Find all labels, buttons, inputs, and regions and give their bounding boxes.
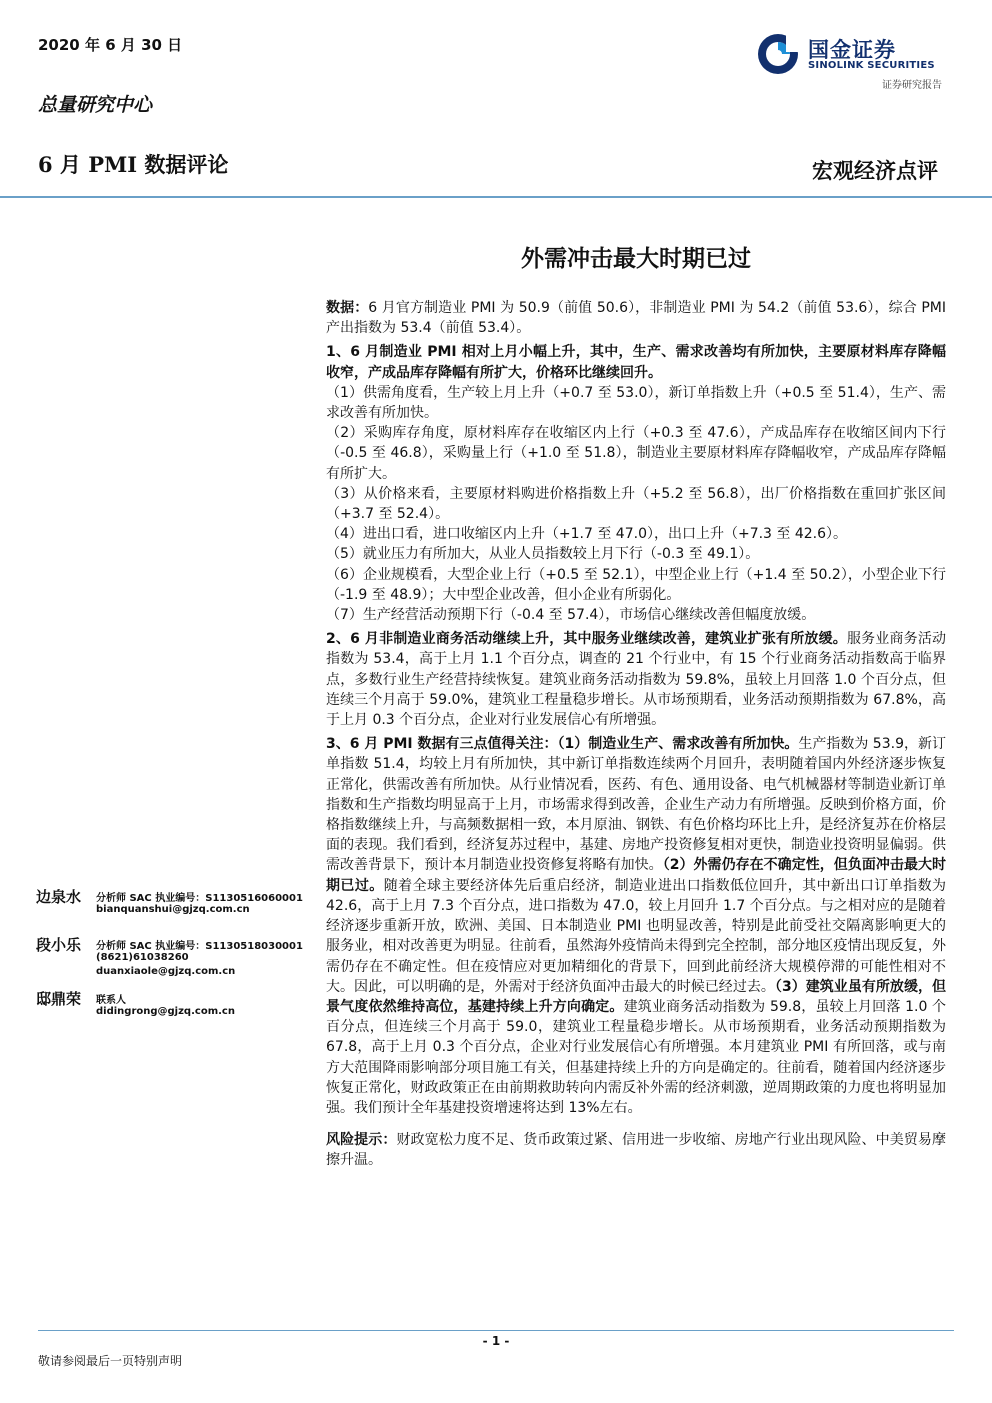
footer-divider xyxy=(38,1330,954,1331)
section-3-point-3-heading: （3）建筑业虽有所放缓，但景气度依然维持高位，基建持续上升方向确定。 xyxy=(326,978,947,1015)
page-number: - 1 - xyxy=(482,1334,510,1348)
report-title: 外需冲击最大时期已过 xyxy=(521,245,751,272)
analyst-name: 段小乐 xyxy=(36,936,82,954)
analyst-panel xyxy=(36,886,316,1036)
section-1-item: （6）企业规模看，大型企业上行（+0.5 至 52.1），中型企业上行（+1.4 至 50.2），小型企业下行（-1.9 至 48.9）；大中型企业改善，但小企业有所弱化。 xyxy=(326,566,946,603)
section-3-point-1-heading: （1）制造业生产、需求改善有所加快。 xyxy=(557,736,799,753)
analyst-email[interactable]: didingrong@gjzq.com.cn xyxy=(96,1006,235,1017)
footer-disclaimer: 敬请参阅最后一页特别声明 xyxy=(38,1354,183,1368)
section-3-point-2-text: 随着全球主要经济体先后重启经济，制造业进出口指数低位回升，其中新出口订单指数为 42.6，高于上月 7.3 个百分点，进口指数为 47.0，较上月回升 1.7 个百分点。与之相对应的是随着经济逐步重新开放，欧洲、美国、日本制造业 PMI 也明显改善，特别是此前受社交隔离影响更大的服务业，相对改善更为明显。往前看，虽然海外疫情尚未得到完全控制，部分地区疫情出现反复，外需仍存在不确定性。但在疫情应对更加精细化的背景下，回到此前经济大规模停滞的可能性相对不大。因此，可以明确的是，外需对于经济负面冲击最大的时候已经过去。 xyxy=(326,877,947,995)
analyst-email[interactable]: bianquanshui@gjzq.com.cn xyxy=(96,904,250,915)
analyst-role: 分析师 SAC 执业编号：S1130516060001 xyxy=(96,893,303,904)
section-3-point-3-text: 建筑业商务活动指数为 59.8，虽较上月回落 1.0 个百分点，但连续三个月高于 59.0，建筑业工程量稳步增长。从市场预期看，业务活动预期指数为 67.8，高于上月 0.3 个百分点，企业对行业发展信心有所增强。本月建筑业 PMI 有所回落，或与南方大范围降雨影响部分项目施工有关，但基建持续上升的方向是确定的。往前看，随着国内经济逐步恢复正常化，财政政策正在由前期救助转向内需反补外需的经济刺激，逆周期政策的力度也将明显加强。我们预计全年基建投资增速将达到 13%左右。 xyxy=(326,998,946,1116)
logo-chinese-name: 国金证券 xyxy=(808,38,896,62)
data-label: 数据： xyxy=(326,300,369,316)
section-3-heading: 3、6 月 PMI 数据有三点值得关注： xyxy=(326,736,558,753)
analyst-role: 分析师 SAC 执业编号：S1130518030001 xyxy=(96,941,303,952)
report-date: 2020 年 6 月 30 日 xyxy=(38,36,183,54)
risk-label: 风险提示： xyxy=(326,1132,397,1149)
analyst-name: 邸鼎荣 xyxy=(36,990,82,1008)
analyst-phone: (8621)61038260 xyxy=(96,952,189,963)
data-text: 6 月官方制造业 PMI 为 50.9（前值 50.6），非制造业 PMI 为 54.2（前值 53.6），综合 PMI 产出指数为 53.4（前值 53.4）。 xyxy=(326,300,947,337)
analyst-name: 边泉水 xyxy=(36,888,82,906)
analyst-role: 联系人 xyxy=(96,995,126,1006)
logo-subtitle: 证券研究报告 xyxy=(882,80,942,91)
report-category: 宏观经济点评 xyxy=(812,158,938,183)
header-divider xyxy=(0,196,992,198)
company-logo xyxy=(756,30,946,90)
logo-english-name: SINOLINK SECURITIES xyxy=(808,60,935,71)
analyst-email[interactable]: duanxiaole@gjzq.com.cn xyxy=(96,966,236,977)
section-1-item: （1）供需角度看，生产较上月上升（+0.7 至 53.0），新订单指数上升（+0.5 至 51.4），生产、需求改善有所加快。 xyxy=(326,384,946,422)
analyst-entry xyxy=(36,988,316,1036)
section-1-item: （2）采购库存角度，原材料库存在收缩区内上行（+0.3 至 47.6），产成品库存在收缩区间内下行（-0.5 至 46.8），采购量上行（+1.0 至 51.8），制造业主要原材料库存降幅收窄，产成品库存降幅有所扩大。 xyxy=(326,425,946,482)
section-3-point-1-text: 生产指数为 53.9，新订单指数 51.4，均较上月有所加快，其中新订单指数连续两个月回升，表明随着国内外经济逐步恢复正常化，供需改善有所加快。从行业情况看，医药、有色、通用设备、电气机械器材等制造业新订单指数和生产指数均明显高于上月，市场需求得到改善，企业生产动力有所增强。反映到价格方面，价格指数继续上升，与高频数据相一致，本月原油、钢铁、有色价格均环比上升，是经济复苏在价格层面的表现。我们看到，经济复苏过程中，基建、房地产投资修复相对更快，制造业投资明显偏弱。供需改善背景下，预计本月制造业投资修复将略有加快。 xyxy=(326,736,946,874)
section-3-point-2-heading: （2）外需仍存在不确定性，但负面冲击最大时期已过。 xyxy=(326,857,946,894)
section-2-paragraph xyxy=(326,629,946,730)
analyst-entry xyxy=(36,886,316,934)
section-1-item: （7）生产经营活动预期下行（-0.4 至 57.4），市场信心继续改善但幅度放缓。 xyxy=(326,607,816,624)
section-1-heading: 1、6 月制造业 PMI 相对上月小幅上升，其中，生产、需求改善均有所加快，主要原材料库存降幅收窄，产成品库存降幅有所扩大，价格环比继续回升。 xyxy=(326,344,946,381)
risk-text: 财政宽松力度不足、货币政策过紧、信用进一步收缩、房地产行业出现风险、中美贸易摩擦升温。 xyxy=(326,1132,947,1169)
section-1-item: （3）从价格来看，主要原材料购进价格指数上升（+5.2 至 56.8），出厂价格指数在重回扩张区间（+3.7 至 52.4）。 xyxy=(326,485,946,523)
section-2-text: 服务业商务活动指数为 53.4，高于上月 1.1 个百分点，调查的 21 个行业中，有 15 个行业商务活动指数高于临界点，多数行业生产经营持续恢复。建筑业商务活动指数为 59.8%，虽较上月回落 1.0 个百分点，但连续三个月高于 59.0%，建筑业工程量稳步增长。从市场预期看，业务活动预期指数为 67.8%，高于上月 0.3 个百分点，企业对行业发展信心有所增强。 xyxy=(326,631,947,729)
section-1-item: （5）就业压力有所加大，从业人员指数较上月下行（-0.3 至 49.1）。 xyxy=(326,546,760,563)
report-subject: 6 月 PMI 数据评论 xyxy=(38,152,229,177)
section-1-item: （4）进出口看，进口收缩区内上升（+1.7 至 47.0），出口上升（+7.3 至 42.6）。 xyxy=(326,526,848,543)
sinolink-logo-icon xyxy=(756,32,800,76)
data-paragraph xyxy=(326,298,946,338)
section-2-heading: 2、6 月非制造业商务活动继续上升，其中服务业继续改善，建筑业扩张有所放缓。 xyxy=(326,631,847,648)
report-body xyxy=(326,298,946,1171)
department: 总量研究中心 xyxy=(38,94,153,116)
analyst-entry xyxy=(36,934,316,988)
risk-paragraph xyxy=(326,1130,946,1170)
section-3-paragraph xyxy=(326,734,946,1118)
